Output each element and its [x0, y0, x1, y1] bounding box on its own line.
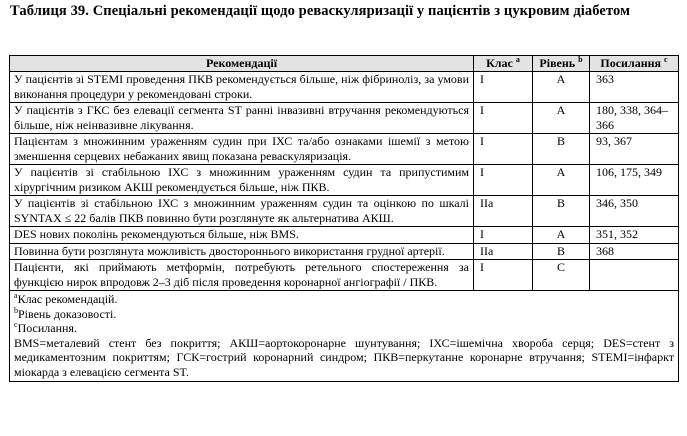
level-cell: A — [533, 103, 590, 134]
class-cell: I — [474, 72, 533, 103]
recommendation-cell: У пацієнтів з ГКС без елевації сегмента ST ранні інвазивні втручання рекомендуються більше, ніж неінвазивне лікування. — [10, 103, 474, 134]
references-cell: 351, 352 — [590, 227, 679, 244]
table-header-row — [10, 56, 679, 72]
recommendation-cell: Повинна бути розглянута можливість двостороннього використання грудної артерії. — [10, 243, 474, 260]
references-cell: 346, 350 — [590, 196, 679, 227]
recommendation-cell: У пацієнтів зі STEMI проведення ПКВ рекомендується більше, ніж фібриноліз, за умови виконання процедури у рекомендовані строки. — [10, 72, 474, 103]
recommendations-table — [9, 55, 679, 382]
table-title: Таблиця 39. Спеціальні рекомендації щодо реваскуляризації у пацієнтів з цукровим діабетом — [10, 3, 631, 19]
references-cell: 363 — [590, 72, 679, 103]
header-recommendation: Рекомендації — [10, 56, 474, 72]
recommendation-cell: DES нових поколінь рекомендуються більше, ніж BMS. — [10, 227, 474, 244]
class-cell: I — [474, 227, 533, 244]
level-cell: B — [533, 196, 590, 227]
level-cell: C — [533, 260, 590, 291]
header-level: Рівень $^b$ — [533, 56, 590, 72]
level-cell: B — [533, 134, 590, 165]
table-row — [10, 103, 679, 134]
note-a: $^a$Клас рекомендацій. — [14, 291, 118, 306]
class-cell: I — [474, 103, 533, 134]
table-row — [10, 165, 679, 196]
level-cell: B — [533, 243, 590, 260]
abbreviations: BMS=металевий стент без покриття; АКШ=аортокоронарне шунтування; ІХС=ішемічна хвороба серця; DES=стент з медикаментозним покриттям; ГСК=гострий коронарний синдром; ПКВ=перкутанне коронарне втручання; STEMI=інфаркт міокарда з елевацією сегмента ST. — [14, 335, 674, 379]
table-notes-row — [10, 291, 679, 382]
table-row — [10, 260, 679, 291]
class-cell: I — [474, 260, 533, 291]
recommendation-cell: У пацієнтів зі стабільною ІХС з множинним ураженням судин та припустимим хірургічним ризиком АКШ рекомендується більше, ніж ПКВ. — [10, 165, 474, 196]
table-row — [10, 227, 679, 244]
class-cell: IIa — [474, 196, 533, 227]
level-cell: A — [533, 165, 590, 196]
level-cell: A — [533, 227, 590, 244]
class-cell: I — [474, 134, 533, 165]
level-cell: A — [533, 72, 590, 103]
class-cell: IIa — [474, 243, 533, 260]
recommendation-cell: У пацієнтів зі стабільною ІХС з множинним ураженням судин та оцінкою по шкалі SYNTAX ≤ 22 балів ПКВ повинно бути розглянуте як альтернатива АКШ. — [10, 196, 474, 227]
header-references: Посилання $^c$ — [590, 56, 679, 72]
table-notes — [10, 291, 679, 382]
table-row — [10, 196, 679, 227]
references-cell — [590, 260, 679, 291]
note-b: $^b$Рівень доказовості. — [14, 305, 117, 321]
references-cell: 368 — [590, 243, 679, 260]
recommendation-cell: Пацієнтам з множинним ураженням судин при ІХС та/або ознаками ішемії з метою зменшення серцевих небажаних явищ показана реваскуляризація. — [10, 134, 474, 165]
references-cell: 93, 367 — [590, 134, 679, 165]
class-cell: I — [474, 165, 533, 196]
table-row — [10, 134, 679, 165]
recommendation-cell: Пацієнти, які приймають метформін, потребують ретельного спостереження за функцією нирок впродовж 2–3 діб після проведення коронарної ангіографії / ПКВ. — [10, 260, 474, 291]
references-cell: 106, 175, 349 — [590, 165, 679, 196]
table-row — [10, 72, 679, 103]
header-class: Клас $^a$ — [474, 56, 533, 72]
table-row — [10, 243, 679, 260]
note-c: $^c$Посилання. — [14, 320, 77, 335]
references-cell: 180, 338, 364–366 — [590, 103, 679, 134]
